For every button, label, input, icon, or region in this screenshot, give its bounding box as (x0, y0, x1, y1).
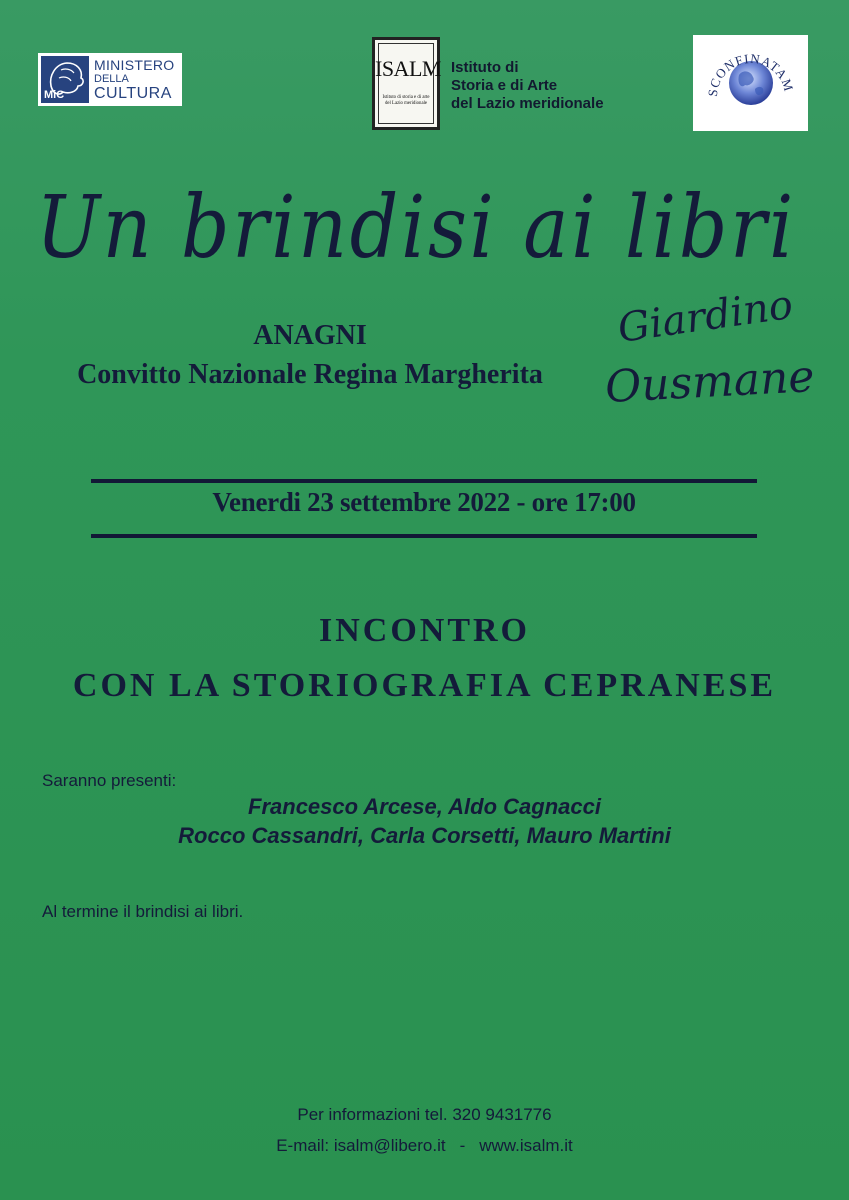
venue-name: Convitto Nazionale Regina Margherita (77, 359, 543, 390)
venue-block (30, 318, 590, 396)
venue-city: ANAGNI (253, 320, 367, 351)
contact-email[interactable]: E-mail: isalm@libero.it (276, 1136, 446, 1155)
ministry-mark-icon (41, 56, 89, 103)
ministry-logo (38, 53, 182, 106)
garden-signature (598, 281, 816, 450)
speakers-line-2: Rocco Cassandri, Carla Corsetti, Mauro Martini (178, 823, 671, 848)
event-title-line-1: INCONTRO (318, 612, 531, 649)
contact-phone: Per informazioni tel. 320 9431776 (297, 1105, 552, 1124)
ministry-line-3: CULTURA (94, 84, 172, 102)
isalm-name-line-3: del Lazio meridionale (451, 95, 604, 112)
sconfinatamente-arc-text: SCONFINATAM (704, 50, 797, 98)
isalm-logo (372, 37, 440, 130)
closing-note: Al termine il brindisi ai libri. (42, 902, 244, 921)
isalm-name-line-1: Istituto di (451, 59, 519, 76)
contact-line (0, 1136, 849, 1156)
speakers-label: Saranno presenti: (42, 771, 177, 790)
isalm-name-line-2: Storia e di Arte (451, 77, 558, 94)
event-datetime: Venerdi 23 settembre 2022 - ore 17:00 (212, 487, 636, 517)
top-divider (91, 479, 757, 483)
main-title (30, 165, 810, 278)
isalm-institute-name (451, 59, 604, 113)
garden-line-2: Ousmane (603, 351, 816, 413)
contact-website[interactable]: www.isalm.it (479, 1136, 573, 1155)
speakers-line-1: Francesco Arcese, Aldo Cagnacci (248, 794, 601, 819)
isalm-logo-title: ISALM (375, 56, 441, 81)
isalm-logo-subtitle: Istituto di storia e di arte del Lazio meridionale (382, 95, 430, 106)
ministry-mark-text: MiC (44, 89, 65, 101)
ministry-line-1: MINISTERO (94, 56, 175, 73)
garden-line-1: Giardino (614, 281, 796, 352)
bottom-divider (91, 534, 757, 538)
contact-separator: - (459, 1136, 466, 1155)
sconfinatamente-logo (693, 35, 808, 131)
globe-icon (693, 35, 808, 131)
ministry-name (94, 58, 174, 102)
ministry-line-2: DELLA (94, 72, 129, 85)
main-title-text: Un brindisi ai libri (36, 178, 796, 278)
event-title-line-2: CON LA STORIOGRAFIA CEPRANESE (72, 667, 777, 704)
